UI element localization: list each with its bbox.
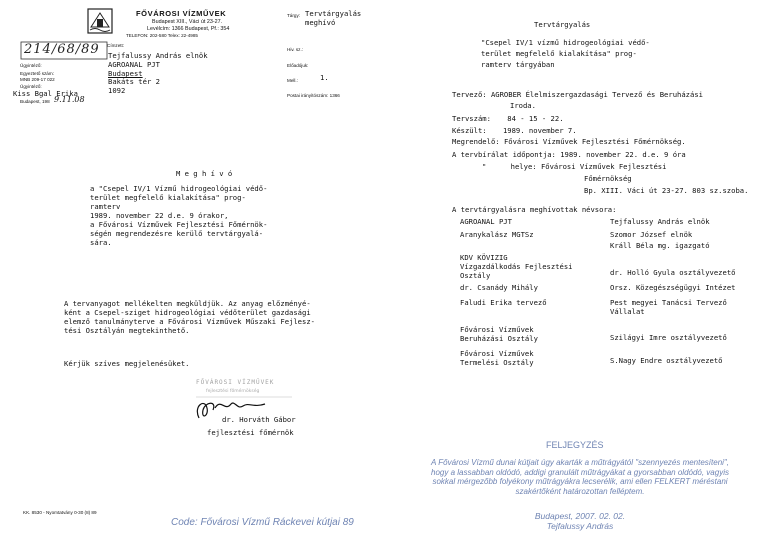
invitee-org: Aranykalász MGTSz [460, 230, 534, 239]
meta-value: Bp. XIII. Váci út 23-27. 803 sz.szoba. [584, 186, 749, 195]
registration-stamp-number: 214/68/89 [24, 42, 100, 57]
right-intro [481, 37, 650, 70]
body-line: sára. [90, 238, 112, 247]
reg-label-3: MNB 209-17 022 [20, 77, 55, 82]
meta-row [452, 126, 577, 135]
meta-label: A tervbírálat időpontja: [452, 150, 556, 159]
body-line: tési Osztályán megtekinthető. [64, 326, 190, 335]
note-line: A Fővárosi Vízmű dunai kútjait úgy akarták a műtrágyától "szennyezés mentesíteni", [431, 458, 729, 467]
note-body [400, 458, 760, 496]
org-postal-address: Levélcím: 1366 Budapest, Pf.: 354 [147, 26, 230, 32]
meta-row [584, 186, 748, 195]
reg-label-1: Ügyintéző: [20, 63, 42, 68]
invitee-org-line: Fővárosi Vízművek [460, 349, 534, 358]
body-line: elemző tanulmányterve a Fővárosi Vízművek Műszaki Fejlesz- [64, 317, 315, 326]
org-address: Budapest XIII., Váci út 23-27. [152, 19, 223, 25]
body-line: terület megfelelő kialakítása" prog- [90, 193, 246, 202]
meta-value: Főmérnökség [584, 174, 632, 183]
handwritten-name: Kiss Bgal Erika [13, 89, 78, 98]
invitee-org-line: Beruházási Osztály [460, 334, 538, 343]
waterworks-logo-icon [86, 7, 114, 35]
body-line: a Fővárosi Vízművek Fejlesztési Főmérnök- [90, 220, 268, 229]
signer-title: fejlesztési főmérnök [207, 428, 294, 437]
body-line: ramterv [90, 202, 121, 211]
recipient-line-4: Bakáts tér 2 [108, 77, 160, 86]
invitee-person: Orsz. Közegészségügyi Intézet [610, 283, 736, 292]
ref-label-1: Hiv. sz.: [287, 47, 303, 52]
recipient-label: Címzett: [107, 43, 125, 48]
meta-value: Fővárosi Vízművek Fejlesztési [540, 162, 667, 171]
invitee-person: S.Nagy Endre osztályvezető [610, 356, 723, 365]
invitee-org-line: Termelési Osztály [460, 358, 534, 367]
meta-label: Tervező: [452, 90, 487, 99]
meta-value: 1989. november 22. d.e. 9 óra [560, 150, 686, 159]
intro-line: ramterv tárgyában [481, 60, 555, 69]
ref-label-2: Előadójuk: [287, 63, 309, 68]
reg-label-6: Budapest, 198 [20, 99, 50, 104]
form-footer: KK. 8530 - Nyomtatvány 0-30 (8) 89 [23, 510, 97, 515]
invitee-person: dr. Holló Gyula osztályvezető [610, 268, 736, 277]
meta-value: 84 - 15 - 22. [507, 114, 564, 123]
invitee-person: Tejfalussy András elnök [610, 217, 710, 226]
closing-line: Kérjük szíves megjelenésüket. [64, 359, 190, 368]
reg-label-4: Ügyintéző: [20, 84, 42, 89]
invitee-org-line: Osztály [460, 271, 491, 280]
note-title: FELJEGYZÉS [546, 440, 604, 450]
stamp-box [20, 41, 110, 61]
intro-line: terület megfelelő kialakítása" prog- [481, 49, 637, 58]
recipient-line-5: 1092 [108, 86, 126, 95]
invitee-person: Králl Béla mg. igazgató [610, 241, 710, 250]
meta-value: 1989. november 7. [502, 126, 577, 135]
note-author: Tejfalussy András [546, 521, 614, 531]
signer-name: dr. Horváth Gábor [222, 415, 296, 424]
invitees-heading: A tervtárgyalásra meghívottak névsora: [452, 205, 617, 214]
invitee-person: Szomor József elnök [610, 230, 693, 239]
meta-value: Iroda. [510, 101, 536, 110]
mell-value: 1. [320, 73, 329, 82]
intro-line: "Csepel IV/1 vízmű hidrogeológiai védő- [481, 38, 650, 47]
meta-row [452, 137, 686, 146]
meta-value: AGROBER Élelmiszergazdasági Tervező és Beruházási [490, 90, 703, 99]
svg-text:FŐVÁROSI VÍZMŰVEK: FŐVÁROSI VÍZMŰVEK [196, 379, 275, 386]
invitation-heading: M e g h í v ó [176, 169, 233, 178]
svg-text:fejlesztési főmérnökség: fejlesztési főmérnökség [206, 389, 260, 394]
body-line: ségén megrendezésre kerülő tervtárgyalá- [90, 229, 264, 238]
recipient-line-3: Budapest [108, 69, 143, 78]
meta-row [510, 101, 536, 110]
meta-row [584, 174, 632, 183]
note-line: sokkal mérgezőbb folyékony műtrágyákra lecserélik, ami ellen FELKERT méréstani [432, 477, 728, 486]
invitee-org: dr. Csanády Mihály [460, 283, 538, 292]
invitee-org: AGROANAL PJT [460, 217, 512, 226]
meta-row [452, 150, 686, 159]
meta-label: Megrendelő: [452, 137, 500, 146]
invitee-org: Faludi Erika tervező [460, 298, 547, 307]
meta-label: Tervszám: [452, 114, 491, 123]
subject-value: Tervtárgyalás meghívó [305, 9, 362, 27]
meta-row [452, 90, 703, 99]
invitee-org-line: Fővárosi Vízművek [460, 325, 534, 334]
body-line: A tervanyagot mellékelten megküldjük. Az anyag előzményé- [64, 299, 311, 308]
body-line: 1989. november 22 d.e. 9 órakor, [90, 211, 229, 220]
subject-label: Tárgy: [287, 13, 301, 18]
invitee-person: Pest megyei Tanácsi Tervező Vállalat [610, 298, 727, 316]
reg-label-2: Egyeztető szám: [20, 71, 54, 76]
invitee-person: Szilágyi Imre osztályvezető [610, 333, 727, 342]
meta-label: Készült: [452, 126, 487, 135]
invitee-org-line: KDV KÖVIZIG [460, 253, 508, 262]
note-date: Budapest, 2007. 02. 02. [534, 511, 626, 521]
handwritten-date: 9.11.08 [54, 95, 85, 104]
recipient-line-1: Tejfalussy András elnök [108, 51, 208, 60]
meta-row [452, 114, 564, 123]
org-name: FŐVÁROSI VÍZMŰVEK [136, 9, 227, 18]
invitee-org-line: Vízgazdálkodás Fejlesztési [460, 262, 573, 271]
body-line: a "Csepel IV/1 Vízmű hidrogeológiai védő- [90, 184, 268, 193]
org-phones: TELEFON: 202-580 Telex: 22-4985 [126, 33, 198, 38]
recipient-line-2: AGROANAL PJT [108, 60, 160, 69]
meta-label: helye: [506, 162, 537, 171]
note-line: szakértőként határozottan felléptem. [515, 486, 645, 496]
attachment-paragraph [64, 299, 315, 335]
invitee-org [460, 253, 573, 280]
left-caption: Code: Fővárosi Vízmű Ráckevei kútjai 89 [171, 517, 354, 528]
meta-value: Fővárosi Vízművek Fejlesztési Főmérnökség. [503, 137, 686, 146]
right-title: Tervtárgyalás [534, 20, 591, 29]
note-line: hogy a lassabban oldódó, addigi granulált műtrágyákat a gyorsabban oldódó, vagyis [431, 467, 729, 477]
ref-label-4: Postai irányítószám: 1366 [287, 93, 340, 98]
ref-label-3: Mell.: [287, 78, 298, 83]
meta-row: " helye: Fővárosi Vízművek Fejlesztési [482, 162, 667, 171]
body-line: ként a Csepel-sziget hidrogeológiai védőterület gazdasági [64, 308, 311, 317]
invitee-org [460, 325, 538, 343]
invitee-org [460, 349, 534, 367]
invitation-body [90, 184, 267, 247]
